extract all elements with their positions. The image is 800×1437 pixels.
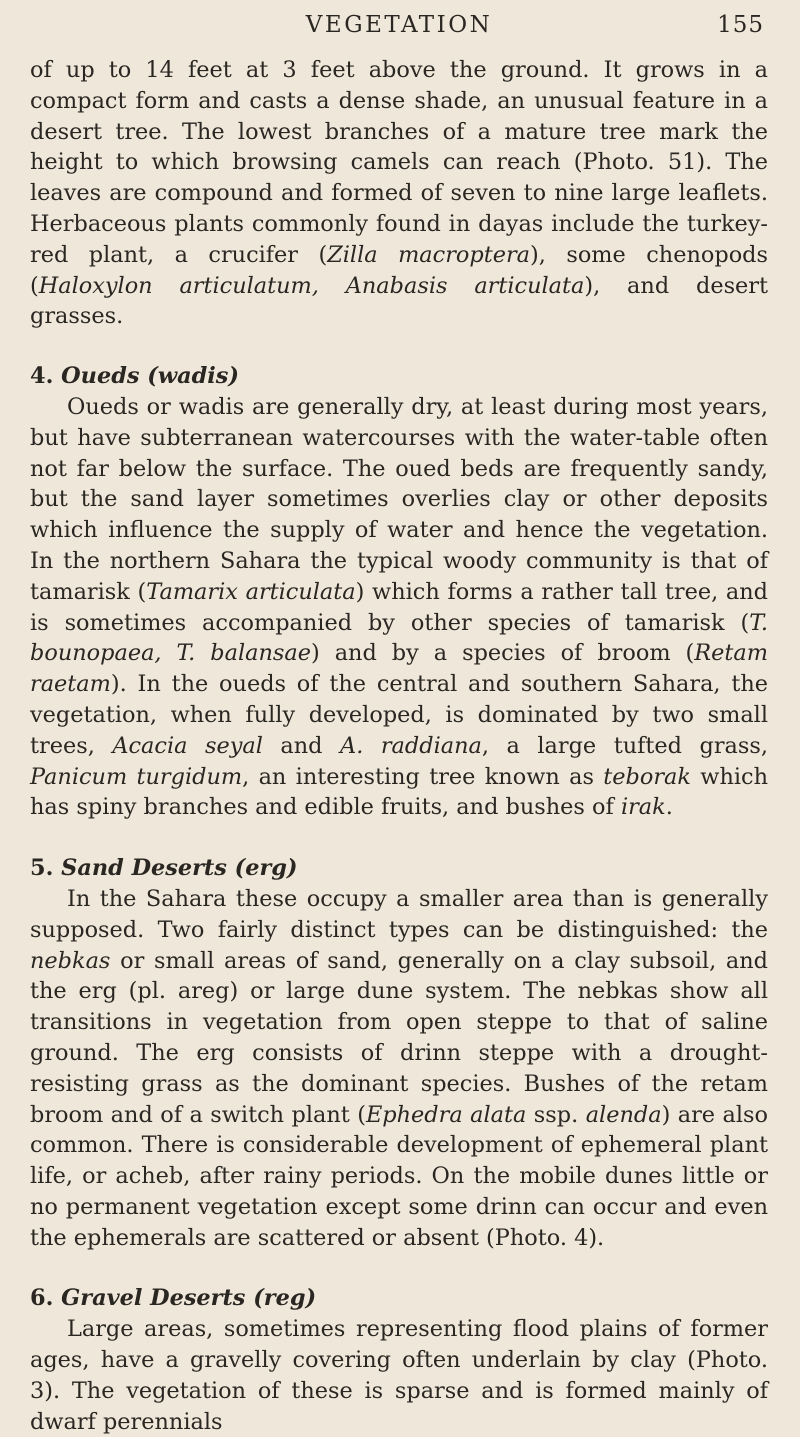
section-title: Sand Deserts (erg) [61,855,298,882]
text-segment: ssp. [526,1101,586,1128]
species-name: Panicum turgidum [30,763,243,790]
section-paragraph-gravel-deserts [30,1314,768,1437]
species-name: Acacia seyal [112,732,263,759]
section-paragraph-sand-deserts [30,884,768,1254]
text-segment: , a large tufted grass, [481,732,768,759]
species-name: T. bounopaea, T. balansae [30,609,768,667]
species-name: A. raddiana [340,732,482,759]
species-name: Zilla macroptera [327,241,531,268]
species-name: Tamarix articulata [146,578,356,605]
text-segment: ), some chenopods ( [30,241,768,299]
text-segment: . [665,794,673,821]
running-title: VEGETATION [305,12,493,38]
species-name: Retam raetam [30,640,768,698]
text-segment: In the Sahara these occupy a smaller area than is generally supposed. Two fairly distinct types can be distinguished: the [30,885,768,943]
section-heading-gravel-deserts [30,1283,768,1314]
text-segment: ), and desert grasses. [30,272,769,330]
species-name: Ephedra alata [365,1101,527,1128]
text-segment: ) and by a species of broom ( [310,640,695,667]
term: nebkas [30,947,111,974]
continuation-paragraph [30,55,768,332]
section-title: Gravel Deserts (reg) [61,1285,317,1312]
species-name: Haloxylon articulatum, Anabasis articulata [38,272,585,299]
section-number: 5. [30,855,54,882]
text-segment: which has spiny branches and edible fruits, and bushes of [30,763,769,821]
text-segment: ) are also common. There is considerable development of ephemeral plant life, or acheb, after rainy periods. On the mobile dunes little or no permanent vegetation except some drinn can occur and even the ephemerals are scattered or absent (Photo. 4). [30,1101,768,1251]
text-segment: of up to 14 feet at 3 feet above the ground. It grows in a compact form and casts a dense shade, an unusual feature in a desert tree. The lowest branches of a mature tree mark the height to which browsing camels can reach (Photo. 51). The leaves are compound and formed of seven to nine large leaflets. Herbaceous plants commonly found in dayas include the turkey-red plant, a crucifer ( [30,57,768,268]
running-header [30,0,768,58]
section-title: Oueds (wadis) [61,363,239,390]
text-segment: ). In the oueds of the central and southern Sahara, the vegetation, when fully developed, is dominated by two small trees, [30,671,768,759]
section-number: 4. [30,363,54,390]
text-segment: ) which forms a rather tall tree, and is sometimes accompanied by other species of tamarisk ( [30,578,768,636]
section-number: 6. [30,1285,54,1312]
species-name: alenda [585,1101,662,1128]
species-name: irak [620,794,666,821]
text-segment: , an interesting tree known as [242,763,604,790]
text-segment: Oueds or wadis are generally dry, at least during most years, but have subterranean watercourses with the water-table often not far below the surface. The oued beds are frequently sandy, but the sand layer sometimes overlies clay or other deposits which influence the supply of water and hence the vegetation. In the northern Sahara the typical woody community is that of tamarisk ( [30,393,768,605]
species-name: teborak [603,763,691,790]
page-number: 155 [717,12,764,38]
section-heading-sand-deserts [30,853,768,884]
section-paragraph-oueds [30,392,768,823]
text-segment: Large areas, sometimes representing flood plains of former ages, have a gravelly covering often underlain by clay (Photo. 3). The vegetation of these is sparse and is formed mainly of dwarf perennials [30,1316,768,1435]
text-segment: and [262,732,341,759]
text-segment: or small areas of sand, generally on a clay subsoil, and the erg (pl. areg) or large dune system. The nebkas show all transitions in vegetation from open steppe to that of saline ground. The erg consists of drinn steppe with a drought-resisting grass as the dominant species. Bushes of the retam broom and of a switch plant ( [30,947,768,1128]
section-heading-oueds [30,361,768,392]
